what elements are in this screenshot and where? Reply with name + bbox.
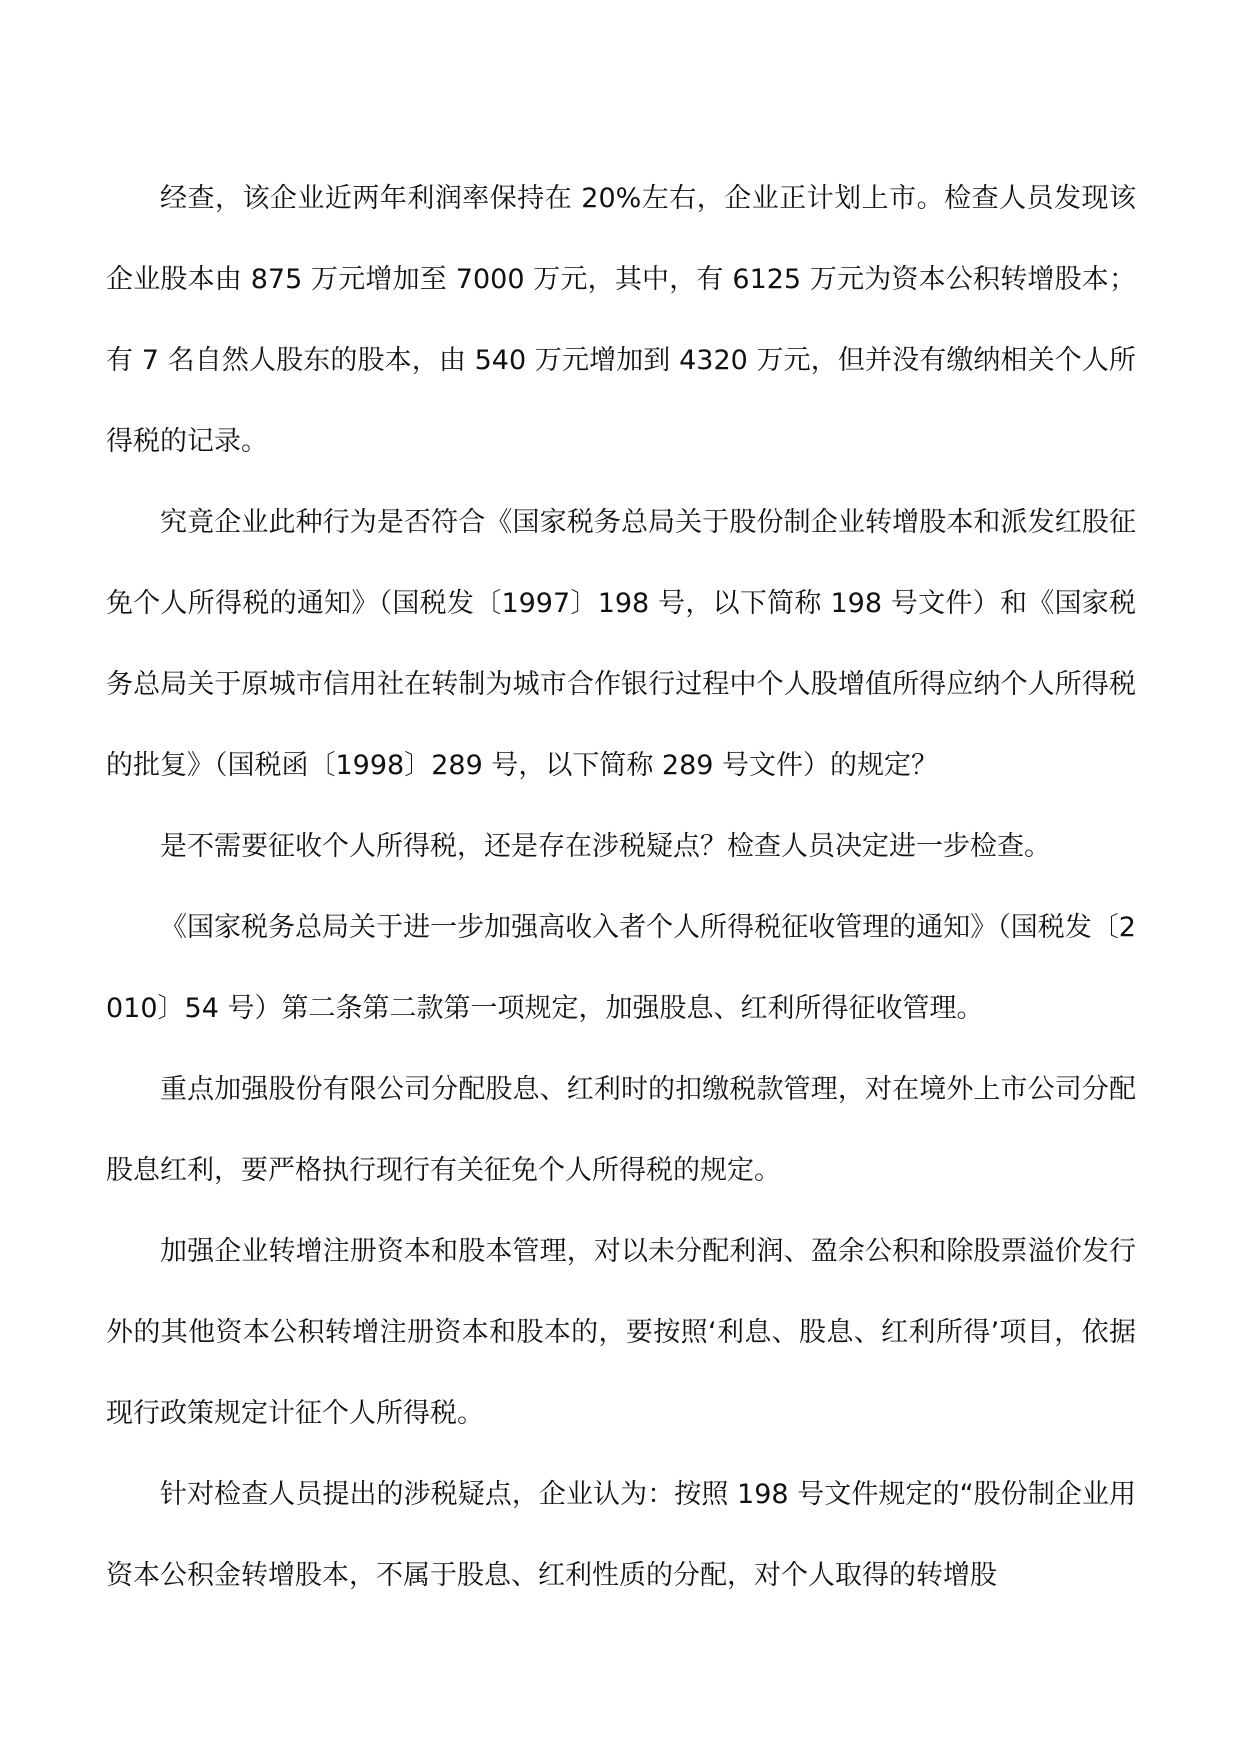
paragraph-4: 《国家税务总局关于进一步加强高收入者个人所得税征收管理的通知》（国税发〔2010〕54 号）第二条第二款第一项规定，加强股息、红利所得征收管理。 — [106, 912, 1136, 1024]
paragraph-1: 经查，该企业近两年利润率保持在 20%左右，企业正计划上市。检查人员发现该企业股本由 875 万元增加至 7000 万元，其中，有 6125 万元为资本公积转增股本；有 7 名自然人股东的股本，由 540 万元增加到 4320 万元，但并没有缴纳相关个人所得税的记录。 — [106, 183, 1136, 457]
document-body — [106, 158, 1136, 1616]
paragraph-7: 针对检查人员提出的涉税疑点，企业认为：按照 198 号文件规定的“股份制企业用资本公积金转增股本，不属于股息、红利性质的分配，对个人取得的转增股 — [106, 1479, 1136, 1591]
paragraph-5: 重点加强股份有限公司分配股息、红利时的扣缴税款管理，对在境外上市公司分配股息红利，要严格执行现行有关征免个人所得税的规定。 — [106, 1074, 1136, 1186]
paragraph-2: 究竟企业此种行为是否符合《国家税务总局关于股份制企业转增股本和派发红股征免个人所得税的通知》（国税发〔1997〕198 号，以下简称 198 号文件）和《国家税务总局关于原城市信用社在转制为城市合作银行过程中个人股增值所得应纳个人所得税的批复》（国税函〔1998〕289 号，以下简称 289 号文件）的规定？ — [106, 507, 1136, 781]
paragraph-3: 是不需要征收个人所得税，还是存在涉税疑点？检查人员决定进一步检查。 — [160, 831, 1051, 862]
paragraph-6: 加强企业转增注册资本和股本管理，对以未分配利润、盈余公积和除股票溢价发行外的其他资本公积转增注册资本和股本的，要按照‘利息、股息、红利所得’项目，依据现行政策规定计征个人所得税。 — [106, 1236, 1136, 1429]
